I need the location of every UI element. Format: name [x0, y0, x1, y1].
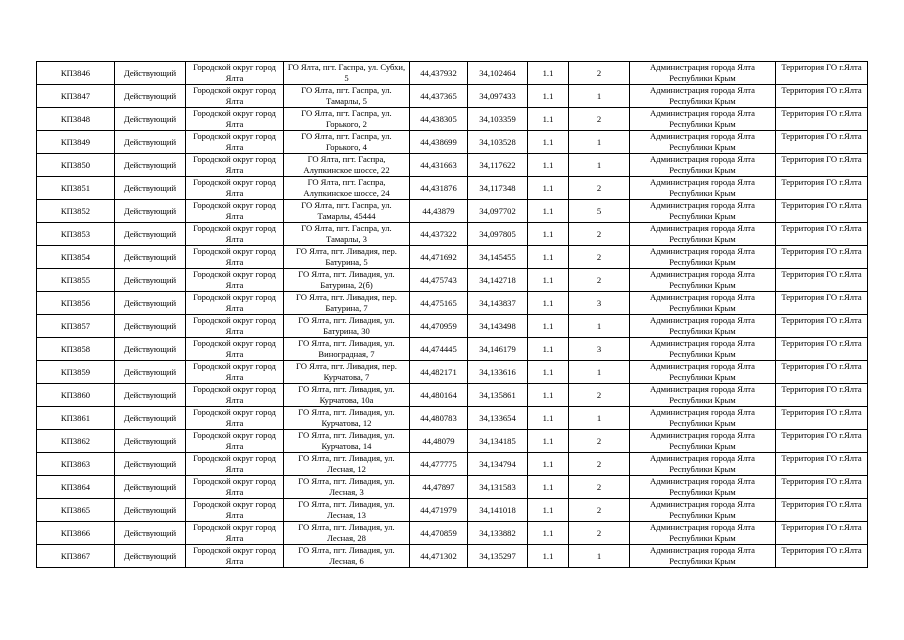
owner-cell: Администрация города Ялта Республики Крым — [630, 154, 776, 177]
site-id-cell: КП3846 — [37, 62, 115, 85]
type-code-cell: 1.1 — [528, 85, 569, 108]
site-id-cell: КП3855 — [37, 269, 115, 292]
container-count-cell: 1 — [569, 545, 630, 568]
longitude-cell: 34,131583 — [468, 476, 528, 499]
type-code-cell: 1.1 — [528, 338, 569, 361]
municipality-cell: Городской округ город Ялта — [186, 522, 284, 545]
owner-cell: Администрация города Ялта Республики Крым — [630, 384, 776, 407]
container-count-cell: 2 — [569, 522, 630, 545]
longitude-cell: 34,097433 — [468, 85, 528, 108]
municipality-cell: Городской округ город Ялта — [186, 223, 284, 246]
latitude-cell: 44,431663 — [410, 154, 468, 177]
table-row — [37, 499, 868, 522]
service-area-cell: Территория ГО г.Ялта — [776, 85, 868, 108]
container-count-cell: 5 — [569, 200, 630, 223]
owner-cell: Администрация города Ялта Республики Крым — [630, 246, 776, 269]
address-cell: ГО Ялта, пгт. Ливадия, пер. Курчатова, 7 — [284, 361, 410, 384]
municipality-cell: Городской округ город Ялта — [186, 361, 284, 384]
owner-cell: Администрация города Ялта Республики Крым — [630, 430, 776, 453]
status-cell: Действующий — [115, 62, 186, 85]
longitude-cell: 34,145455 — [468, 246, 528, 269]
site-id-cell: КП3852 — [37, 200, 115, 223]
table-row — [37, 338, 868, 361]
table-row — [37, 384, 868, 407]
latitude-cell: 44,431876 — [410, 177, 468, 200]
service-area-cell: Территория ГО г.Ялта — [776, 108, 868, 131]
type-code-cell: 1.1 — [528, 200, 569, 223]
municipality-cell: Городской округ город Ялта — [186, 338, 284, 361]
container-count-cell: 2 — [569, 430, 630, 453]
longitude-cell: 34,117622 — [468, 154, 528, 177]
municipality-cell: Городской округ город Ялта — [186, 545, 284, 568]
service-area-cell: Территория ГО г.Ялта — [776, 338, 868, 361]
site-id-cell: КП3851 — [37, 177, 115, 200]
latitude-cell: 44,471979 — [410, 499, 468, 522]
municipality-cell: Городской округ город Ялта — [186, 85, 284, 108]
table-row — [37, 154, 868, 177]
service-area-cell: Территория ГО г.Ялта — [776, 292, 868, 315]
owner-cell: Администрация города Ялта Республики Крым — [630, 269, 776, 292]
owner-cell: Администрация города Ялта Республики Крым — [630, 200, 776, 223]
longitude-cell: 34,134794 — [468, 453, 528, 476]
site-id-cell: КП3856 — [37, 292, 115, 315]
site-id-cell: КП3867 — [37, 545, 115, 568]
container-count-cell: 2 — [569, 453, 630, 476]
address-cell: ГО Ялта, пгт. Ливадия, ул. Лесная, 6 — [284, 545, 410, 568]
table-row — [37, 223, 868, 246]
status-cell: Действующий — [115, 246, 186, 269]
container-count-cell: 2 — [569, 62, 630, 85]
owner-cell: Администрация города Ялта Республики Крым — [630, 292, 776, 315]
latitude-cell: 44,438699 — [410, 131, 468, 154]
longitude-cell: 34,103528 — [468, 131, 528, 154]
longitude-cell: 34,146179 — [468, 338, 528, 361]
latitude-cell: 44,48079 — [410, 430, 468, 453]
municipality-cell: Городской округ город Ялта — [186, 200, 284, 223]
container-count-cell: 1 — [569, 154, 630, 177]
owner-cell: Администрация города Ялта Республики Крым — [630, 108, 776, 131]
latitude-cell: 44,482171 — [410, 361, 468, 384]
latitude-cell: 44,437932 — [410, 62, 468, 85]
municipality-cell: Городской округ город Ялта — [186, 384, 284, 407]
status-cell: Действующий — [115, 384, 186, 407]
latitude-cell: 44,475743 — [410, 269, 468, 292]
longitude-cell: 34,097702 — [468, 200, 528, 223]
owner-cell: Администрация города Ялта Республики Крым — [630, 499, 776, 522]
type-code-cell: 1.1 — [528, 292, 569, 315]
owner-cell: Администрация города Ялта Республики Крым — [630, 131, 776, 154]
type-code-cell: 1.1 — [528, 453, 569, 476]
service-area-cell: Территория ГО г.Ялта — [776, 315, 868, 338]
service-area-cell: Территория ГО г.Ялта — [776, 430, 868, 453]
address-cell: ГО Ялта, пгт. Гаспра, ул. Тамарлы, 5 — [284, 85, 410, 108]
address-cell: ГО Ялта, пгт. Гаспра, ул. Горького, 2 — [284, 108, 410, 131]
status-cell: Действующий — [115, 154, 186, 177]
status-cell: Действующий — [115, 430, 186, 453]
container-count-cell: 2 — [569, 476, 630, 499]
municipality-cell: Городской округ город Ялта — [186, 407, 284, 430]
table-row — [37, 269, 868, 292]
latitude-cell: 44,471302 — [410, 545, 468, 568]
site-id-cell: КП3861 — [37, 407, 115, 430]
latitude-cell: 44,437322 — [410, 223, 468, 246]
address-cell: ГО Ялта, пгт. Ливадия, ул. Батурина, 30 — [284, 315, 410, 338]
owner-cell: Администрация города Ялта Республики Крым — [630, 545, 776, 568]
municipality-cell: Городской округ город Ялта — [186, 108, 284, 131]
service-area-cell: Территория ГО г.Ялта — [776, 476, 868, 499]
container-count-cell: 2 — [569, 246, 630, 269]
site-id-cell: КП3849 — [37, 131, 115, 154]
longitude-cell: 34,143498 — [468, 315, 528, 338]
type-code-cell: 1.1 — [528, 430, 569, 453]
latitude-cell: 44,43879 — [410, 200, 468, 223]
municipality-cell: Городской округ город Ялта — [186, 453, 284, 476]
site-id-cell: КП3853 — [37, 223, 115, 246]
container-count-cell: 2 — [569, 499, 630, 522]
table-row — [37, 430, 868, 453]
type-code-cell: 1.1 — [528, 62, 569, 85]
table-row — [37, 545, 868, 568]
municipality-cell: Городской округ город Ялта — [186, 292, 284, 315]
status-cell: Действующий — [115, 131, 186, 154]
longitude-cell: 34,097805 — [468, 223, 528, 246]
municipality-cell: Городской округ город Ялта — [186, 246, 284, 269]
status-cell: Действующий — [115, 545, 186, 568]
address-cell: ГО Ялта, пгт. Гаспра, ул. Субхи, 5 — [284, 62, 410, 85]
latitude-cell: 44,470959 — [410, 315, 468, 338]
owner-cell: Администрация города Ялта Республики Крым — [630, 338, 776, 361]
site-id-cell: КП3848 — [37, 108, 115, 131]
type-code-cell: 1.1 — [528, 131, 569, 154]
municipality-cell: Городской округ город Ялта — [186, 499, 284, 522]
service-area-cell: Территория ГО г.Ялта — [776, 384, 868, 407]
owner-cell: Администрация города Ялта Республики Крым — [630, 62, 776, 85]
site-id-cell: КП3857 — [37, 315, 115, 338]
address-cell: ГО Ялта, пгт. Ливадия, пер. Батурина, 5 — [284, 246, 410, 269]
type-code-cell: 1.1 — [528, 315, 569, 338]
status-cell: Действующий — [115, 177, 186, 200]
table-body — [37, 62, 868, 568]
service-area-cell: Территория ГО г.Ялта — [776, 407, 868, 430]
municipality-cell: Городской округ город Ялта — [186, 62, 284, 85]
service-area-cell: Территория ГО г.Ялта — [776, 246, 868, 269]
status-cell: Действующий — [115, 108, 186, 131]
owner-cell: Администрация города Ялта Республики Крым — [630, 315, 776, 338]
municipality-cell: Городской округ город Ялта — [186, 177, 284, 200]
longitude-cell: 34,135297 — [468, 545, 528, 568]
container-count-cell: 1 — [569, 361, 630, 384]
longitude-cell: 34,143837 — [468, 292, 528, 315]
service-area-cell: Территория ГО г.Ялта — [776, 223, 868, 246]
municipality-cell: Городской округ город Ялта — [186, 476, 284, 499]
table-row — [37, 476, 868, 499]
longitude-cell: 34,133882 — [468, 522, 528, 545]
status-cell: Действующий — [115, 200, 186, 223]
municipality-cell: Городской округ город Ялта — [186, 315, 284, 338]
site-id-cell: КП3862 — [37, 430, 115, 453]
owner-cell: Администрация города Ялта Республики Крым — [630, 177, 776, 200]
table-row — [37, 177, 868, 200]
container-count-cell: 1 — [569, 85, 630, 108]
municipality-cell: Городской округ город Ялта — [186, 430, 284, 453]
longitude-cell: 34,117348 — [468, 177, 528, 200]
status-cell: Действующий — [115, 315, 186, 338]
service-area-cell: Территория ГО г.Ялта — [776, 200, 868, 223]
status-cell: Действующий — [115, 407, 186, 430]
owner-cell: Администрация города Ялта Республики Крым — [630, 223, 776, 246]
status-cell: Действующий — [115, 292, 186, 315]
table-row — [37, 108, 868, 131]
municipality-cell: Городской округ город Ялта — [186, 131, 284, 154]
container-count-cell: 2 — [569, 223, 630, 246]
municipality-cell: Городской округ город Ялта — [186, 269, 284, 292]
type-code-cell: 1.1 — [528, 545, 569, 568]
registry-table — [36, 61, 868, 568]
address-cell: ГО Ялта, пгт. Ливадия, ул. Лесная, 13 — [284, 499, 410, 522]
status-cell: Действующий — [115, 223, 186, 246]
latitude-cell: 44,438305 — [410, 108, 468, 131]
longitude-cell: 34,102464 — [468, 62, 528, 85]
longitude-cell: 34,135861 — [468, 384, 528, 407]
container-count-cell: 1 — [569, 315, 630, 338]
type-code-cell: 1.1 — [528, 223, 569, 246]
status-cell: Действующий — [115, 361, 186, 384]
type-code-cell: 1.1 — [528, 499, 569, 522]
site-id-cell: КП3863 — [37, 453, 115, 476]
table-row — [37, 315, 868, 338]
container-count-cell: 2 — [569, 269, 630, 292]
container-count-cell: 1 — [569, 131, 630, 154]
address-cell: ГО Ялта, пгт. Ливадия, ул. Батурина, 2(б) — [284, 269, 410, 292]
status-cell: Действующий — [115, 476, 186, 499]
owner-cell: Администрация города Ялта Республики Крым — [630, 453, 776, 476]
table-row — [37, 131, 868, 154]
type-code-cell: 1.1 — [528, 476, 569, 499]
longitude-cell: 34,133654 — [468, 407, 528, 430]
address-cell: ГО Ялта, пгт. Ливадия, ул. Лесная, 12 — [284, 453, 410, 476]
latitude-cell: 44,471692 — [410, 246, 468, 269]
type-code-cell: 1.1 — [528, 246, 569, 269]
site-id-cell: КП3864 — [37, 476, 115, 499]
type-code-cell: 1.1 — [528, 108, 569, 131]
service-area-cell: Территория ГО г.Ялта — [776, 545, 868, 568]
service-area-cell: Территория ГО г.Ялта — [776, 131, 868, 154]
status-cell: Действующий — [115, 85, 186, 108]
latitude-cell: 44,470859 — [410, 522, 468, 545]
latitude-cell: 44,477775 — [410, 453, 468, 476]
latitude-cell: 44,480164 — [410, 384, 468, 407]
address-cell: ГО Ялта, пгт. Ливадия, ул. Курчатова, 12 — [284, 407, 410, 430]
type-code-cell: 1.1 — [528, 522, 569, 545]
status-cell: Действующий — [115, 269, 186, 292]
owner-cell: Администрация города Ялта Республики Крым — [630, 85, 776, 108]
table-row — [37, 361, 868, 384]
container-count-cell: 3 — [569, 338, 630, 361]
container-count-cell: 2 — [569, 384, 630, 407]
longitude-cell: 34,134185 — [468, 430, 528, 453]
table-row — [37, 407, 868, 430]
service-area-cell: Территория ГО г.Ялта — [776, 62, 868, 85]
address-cell: ГО Ялта, пгт. Ливадия, ул. Курчатова, 14 — [284, 430, 410, 453]
address-cell: ГО Ялта, пгт. Гаспра, Алупкинское шоссе, 22 — [284, 154, 410, 177]
table-row — [37, 85, 868, 108]
table-row — [37, 200, 868, 223]
longitude-cell: 34,133616 — [468, 361, 528, 384]
longitude-cell: 34,141018 — [468, 499, 528, 522]
container-count-cell: 1 — [569, 407, 630, 430]
service-area-cell: Территория ГО г.Ялта — [776, 177, 868, 200]
address-cell: ГО Ялта, пгт. Ливадия, пер. Батурина, 7 — [284, 292, 410, 315]
service-area-cell: Территория ГО г.Ялта — [776, 499, 868, 522]
longitude-cell: 34,103359 — [468, 108, 528, 131]
site-id-cell: КП3860 — [37, 384, 115, 407]
address-cell: ГО Ялта, пгт. Гаспра, ул. Тамарлы, 3 — [284, 223, 410, 246]
status-cell: Действующий — [115, 453, 186, 476]
type-code-cell: 1.1 — [528, 384, 569, 407]
site-id-cell: КП3866 — [37, 522, 115, 545]
owner-cell: Администрация города Ялта Республики Крым — [630, 361, 776, 384]
service-area-cell: Территория ГО г.Ялта — [776, 522, 868, 545]
type-code-cell: 1.1 — [528, 269, 569, 292]
table-row — [37, 62, 868, 85]
owner-cell: Администрация города Ялта Республики Крым — [630, 522, 776, 545]
address-cell: ГО Ялта, пгт. Гаспра, ул. Горького, 4 — [284, 131, 410, 154]
latitude-cell: 44,475165 — [410, 292, 468, 315]
latitude-cell: 44,437365 — [410, 85, 468, 108]
longitude-cell: 34,142718 — [468, 269, 528, 292]
status-cell: Действующий — [115, 338, 186, 361]
owner-cell: Администрация города Ялта Республики Крым — [630, 407, 776, 430]
latitude-cell: 44,480783 — [410, 407, 468, 430]
site-id-cell: КП3850 — [37, 154, 115, 177]
address-cell: ГО Ялта, пгт. Ливадия, ул. Виноградная, 7 — [284, 338, 410, 361]
status-cell: Действующий — [115, 499, 186, 522]
table-row — [37, 453, 868, 476]
status-cell: Действующий — [115, 522, 186, 545]
address-cell: ГО Ялта, пгт. Ливадия, ул. Курчатова, 10а — [284, 384, 410, 407]
owner-cell: Администрация города Ялта Республики Крым — [630, 476, 776, 499]
address-cell: ГО Ялта, пгт. Ливадия, ул. Лесная, 28 — [284, 522, 410, 545]
service-area-cell: Территория ГО г.Ялта — [776, 453, 868, 476]
container-count-cell: 2 — [569, 108, 630, 131]
site-id-cell: КП3858 — [37, 338, 115, 361]
municipality-cell: Городской округ город Ялта — [186, 154, 284, 177]
table-row — [37, 246, 868, 269]
container-count-cell: 3 — [569, 292, 630, 315]
address-cell: ГО Ялта, пгт. Гаспра, Алупкинское шоссе, 24 — [284, 177, 410, 200]
type-code-cell: 1.1 — [528, 407, 569, 430]
site-id-cell: КП3854 — [37, 246, 115, 269]
container-count-cell: 2 — [569, 177, 630, 200]
type-code-cell: 1.1 — [528, 361, 569, 384]
service-area-cell: Территория ГО г.Ялта — [776, 269, 868, 292]
service-area-cell: Территория ГО г.Ялта — [776, 154, 868, 177]
latitude-cell: 44,474445 — [410, 338, 468, 361]
type-code-cell: 1.1 — [528, 154, 569, 177]
service-area-cell: Территория ГО г.Ялта — [776, 361, 868, 384]
latitude-cell: 44,47897 — [410, 476, 468, 499]
site-id-cell: КП3859 — [37, 361, 115, 384]
site-id-cell: КП3847 — [37, 85, 115, 108]
type-code-cell: 1.1 — [528, 177, 569, 200]
address-cell: ГО Ялта, пгт. Ливадия, ул. Лесная, 3 — [284, 476, 410, 499]
table-row — [37, 522, 868, 545]
table-row — [37, 292, 868, 315]
site-id-cell: КП3865 — [37, 499, 115, 522]
address-cell: ГО Ялта, пгт. Гаспра, ул. Тамарлы, 45444 — [284, 200, 410, 223]
